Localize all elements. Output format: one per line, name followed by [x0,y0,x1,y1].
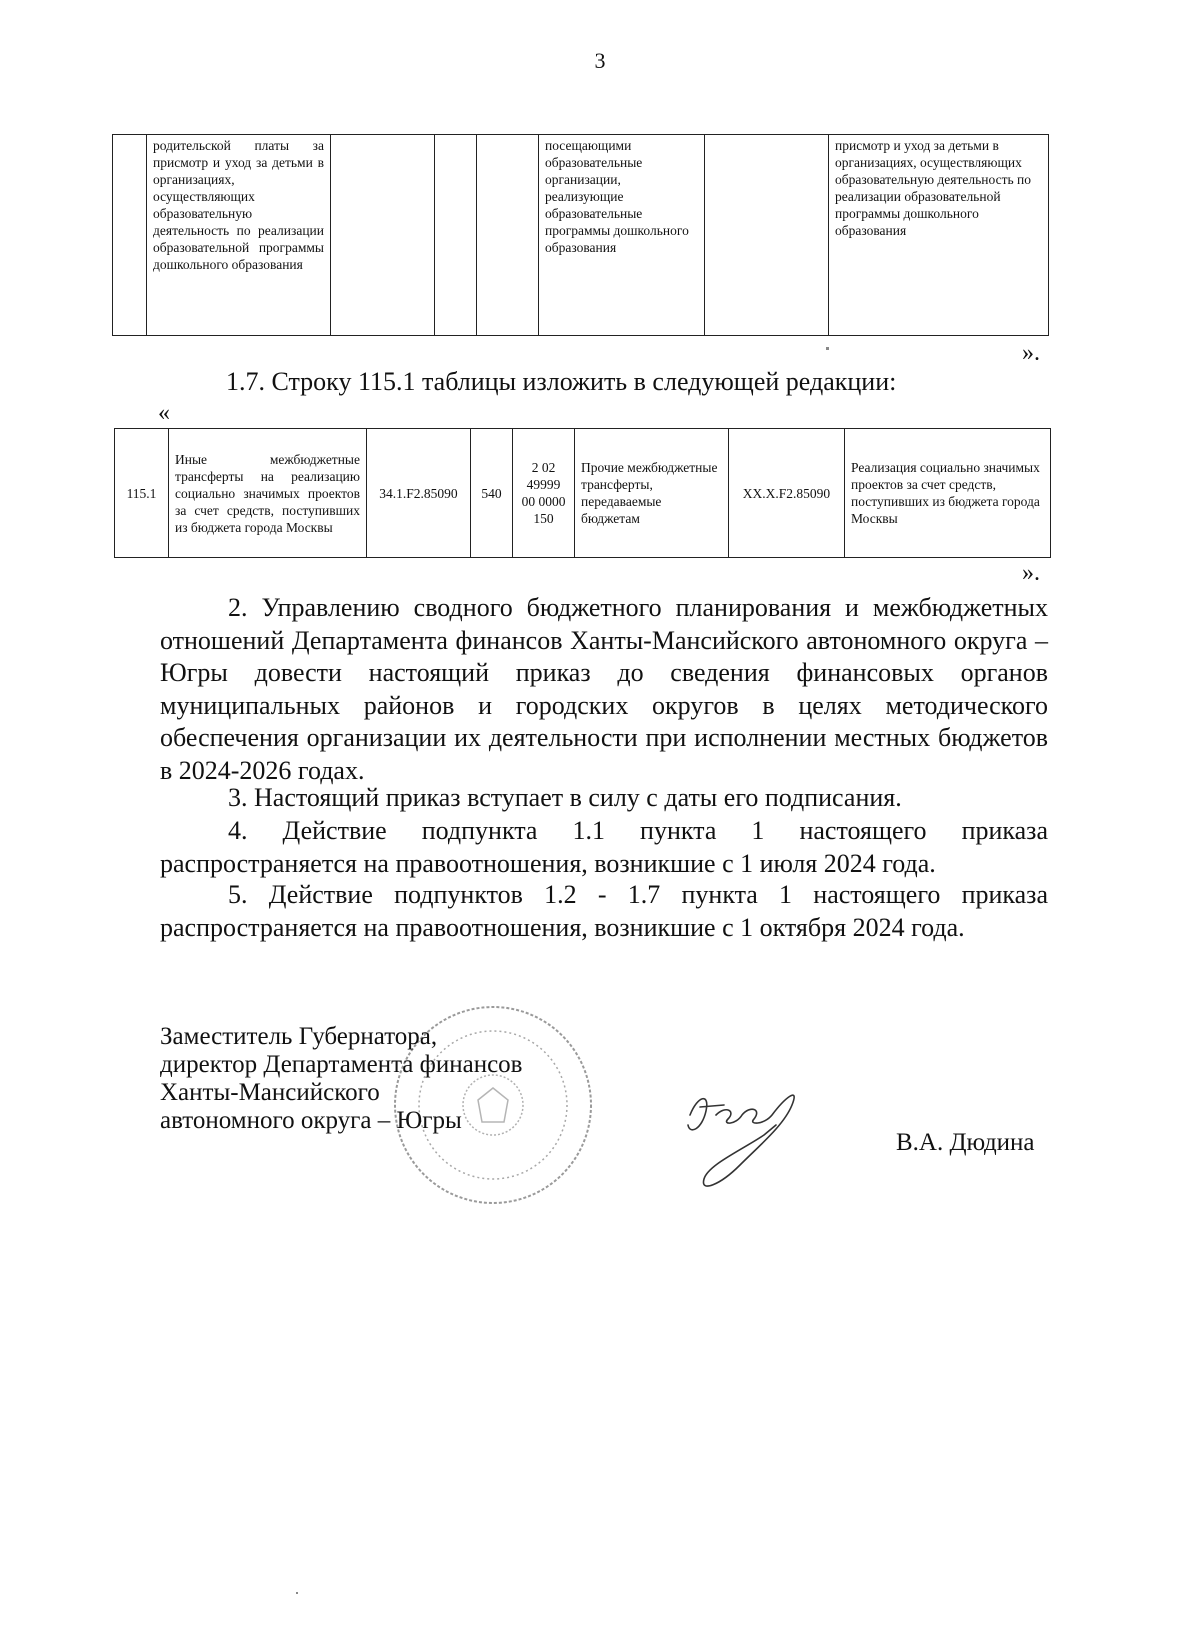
table-row [113,135,1049,336]
table-cell: родительской платы за присмотр и уход за детьми в организациях, осуществляющих образовательную деятельность по реализации образовательной программы дошкольного образования [147,135,331,336]
table-cell [705,135,829,336]
signature-line: Ханты-Мансийского [160,1079,380,1106]
handwritten-signature-icon [680,1085,830,1195]
row-115-1-table [114,428,1051,558]
scan-speck [296,1592,298,1594]
row-code: 115.1 [115,429,169,558]
scan-speck [826,347,829,350]
paragraph-5: 5. Действие подпунктов 1.2 - 1.7 пункта 1 настоящего приказа распространяется на правоотношения, возникшие с 1 октября 2024 года. [160,880,1048,942]
table-row [115,429,1051,558]
section-heading: 1.7. Строку 115.1 таблицы изложить в следующей редакции: [226,367,897,396]
signatory-name: В.А. Дюдина [896,1129,1035,1156]
signature-block [160,1023,523,1135]
page-number: 3 [594,48,606,73]
local-name: Реализация социально значимых проектов за счет средств, поступивших из бюджета города Москвы [845,429,1051,558]
table-cell [477,135,539,336]
table-cell [331,135,435,336]
income-name: Прочие межбюджетные трансферты, передаваемые бюджетам [575,429,729,558]
table-cell: посещающими образовательные организации, реализующие образовательные программы дошкольного образования [539,135,705,336]
signature-line: директор Департамента финансов [160,1051,523,1078]
local-article: ХХ.Х.F2.85090 [729,429,845,558]
opening-quote: « [158,400,170,426]
table-cell: присмотр и уход за детьми в организациях, осуществляющих образовательную деятельность по реализации образовательной программы дошкольного образования [829,135,1049,336]
signature-line: Заместитель Губернатора, [160,1023,438,1050]
continuation-table [112,134,1049,336]
closing-quote: ». [1022,340,1040,366]
paragraph-4: 4. Действие подпункта 1.1 пункта 1 настоящего приказа распространяется на правоотношения, возникшие с 1 июля 2024 года. [160,816,1048,878]
signature-line: автономного округа – Югры [160,1107,462,1134]
table-cell [113,135,147,336]
closing-quote: ». [1022,560,1040,586]
income-code: 2 02 49999 00 0000 150 [513,429,575,558]
expense-type: 540 [471,429,513,558]
table-cell [435,135,477,336]
paragraph-3: 3. Настоящий приказ вступает в силу с даты его подписания. [228,783,902,812]
target-article: 34.1.F2.85090 [367,429,471,558]
row-name: Иные межбюджетные трансферты на реализацию социально значимых проектов за счет средств, поступивших из бюджета города Москвы [169,429,367,558]
paragraph-2: 2. Управлению сводного бюджетного планирования и межбюджетных отношений Департамента финансов Ханты-Мансийского автономного округа – Югры довести настоящий приказ до сведения финансовых органов муниципальных районов и городских округов в целях методического обеспечения организации их деятельности при исполнении местных бюджетов в 2024-2026 годах. [160,593,1048,785]
